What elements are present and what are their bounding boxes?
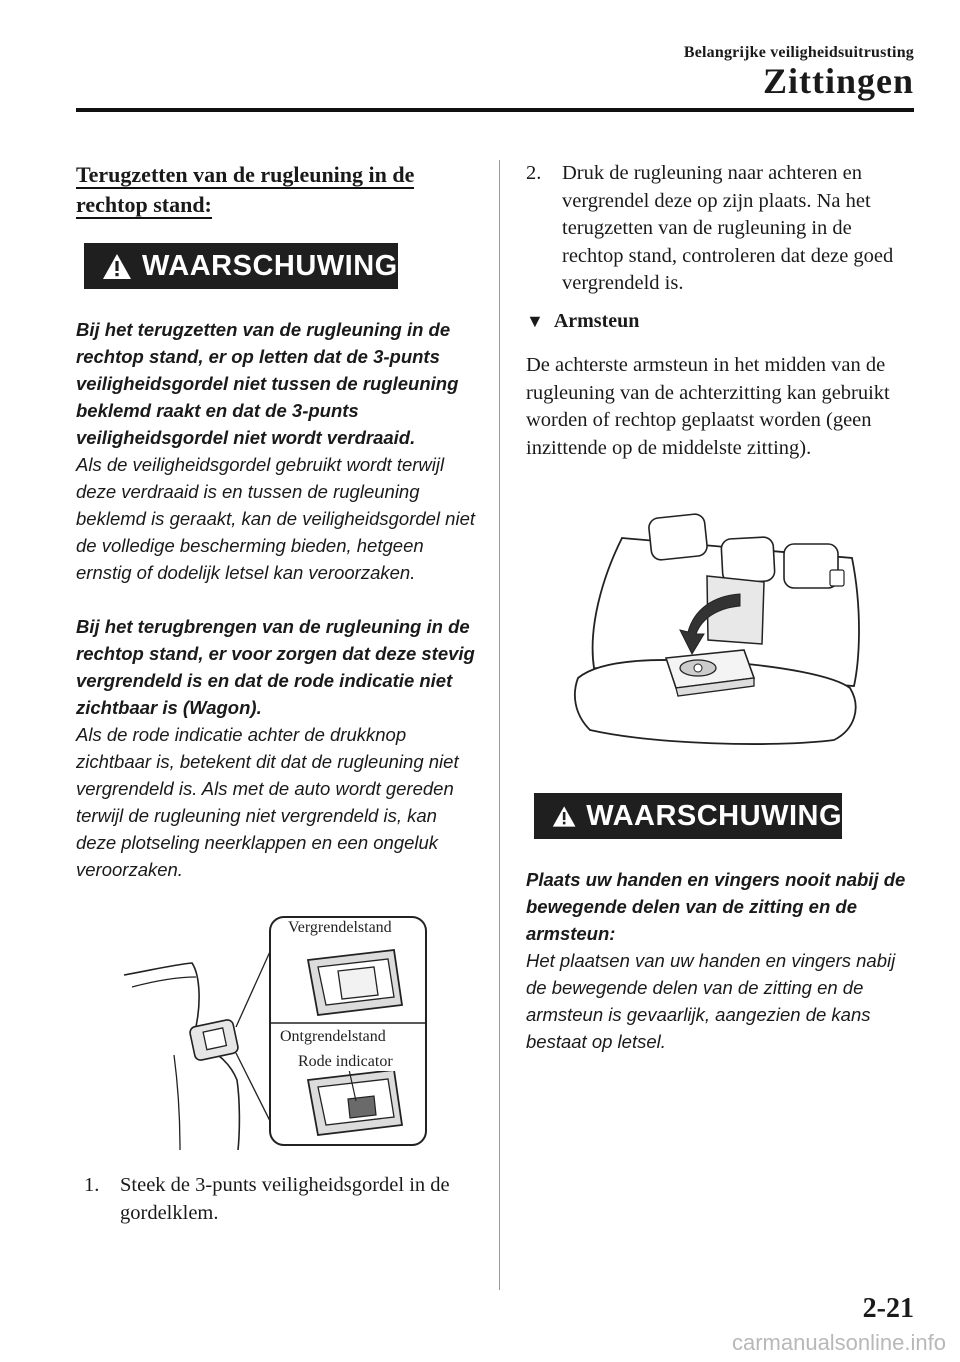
locked-position-label: Vergrendelstand [288, 919, 392, 936]
unlocked-position-label: Ontgrendelstand [280, 1028, 386, 1045]
watermark: carmanualsonline.info [731, 1330, 946, 1355]
section-heading [76, 160, 476, 220]
seat-lock-figure [112, 915, 432, 1150]
armrest-subheading-text: Armsteun [553, 310, 640, 332]
warning-text-2: Als de rode indicatie achter de drukknop zichtbaar is, betekent dit dat de rugleuning niet vergrendeld is. Als met de auto wordt gereden terwijl de rugleuning niet vergrendeld is, kan deze plotseling neerklappen en een ongeluk veroorzaken. [76, 724, 459, 880]
warning-banner [84, 243, 398, 289]
column-divider [499, 160, 500, 1290]
section-title: Belangrijke veiligheidsuitrusting [683, 44, 914, 61]
step-2 [526, 160, 918, 298]
warning-banner-armrest [534, 793, 842, 839]
armrest-warning-body: Het plaatsen van uw handen en vingers nabij de bewegende delen van de zitting en de armsteun is gevaarlijk, aangezien de kans bestaat op letsel. [526, 950, 896, 1052]
warning-icon [102, 253, 132, 280]
triangle-marker-icon: ▼ [526, 311, 544, 331]
section-heading-text: Terugzetten van de rugleuning in de rechtop stand: [76, 162, 415, 217]
warning-bold-2: Bij het terugbrengen van de rugleuning in de rechtop stand, er voor zorgen dat deze stevig vergrendeld is en dat de rode indicatie niet zichtbaar is (Wagon). [76, 616, 475, 718]
step-number: 1. [84, 1174, 100, 1196]
warning-text-1: Als de veiligheidsgordel gebruikt wordt terwijl deze verdraaid is en tussen de rugleuning beklemd is geraakt, kan de veiligheidsgordel niet de volledige bescherming bieden, hetgeen ernstig of dodelijk letsel kan veroorzaken. [76, 454, 476, 583]
header-rule [76, 108, 914, 112]
armrest-figure [572, 508, 872, 753]
page-title: Zittingen [762, 61, 914, 101]
red-indicator-label: Rode indicator [298, 1053, 393, 1070]
armrest-paragraph: De achterste armsteun in het midden van de rugleuning van de achterzitting kan gebruikt worden of rechtop geplaatst worden (geen inzittende op de middelste zitting). [526, 354, 890, 459]
warning-label: WAARSCHUWING [586, 799, 842, 832]
warning-icon [552, 803, 576, 830]
armrest-warning-bold: Plaats uw handen en vingers nooit nabij de bewegende delen van de zitting en de armsteun: [526, 869, 906, 944]
step-number: 2. [526, 162, 542, 184]
page-number: 2-21 [862, 1293, 914, 1324]
step-text: Steek de 3-punts veiligheidsgordel in de gordelklem. [120, 1174, 450, 1224]
armrest-subheading [526, 310, 918, 333]
step-1 [84, 1172, 476, 1227]
armrest-warning-text [526, 866, 920, 1055]
step-text: Druk de rugleuning naar achteren en vergrendel deze op zijn plaats. Na het terugzetten van de rugleuning in de rechtop stand, controleren dat deze goed vergrendeld is. [562, 162, 894, 294]
warning-bold-1: Bij het terugzetten van de rugleuning in de rechtop stand, er op letten dat de 3-punts veiligheidsgordel niet tussen de rugleuning beklemd raakt en dat de 3-punts veiligheidsgordel niet wordt verdraaid. [76, 319, 459, 448]
rear-seat-armrest-illustration [572, 508, 872, 753]
warning-label: WAARSCHUWING [142, 249, 398, 282]
warning-text-block [76, 316, 476, 883]
